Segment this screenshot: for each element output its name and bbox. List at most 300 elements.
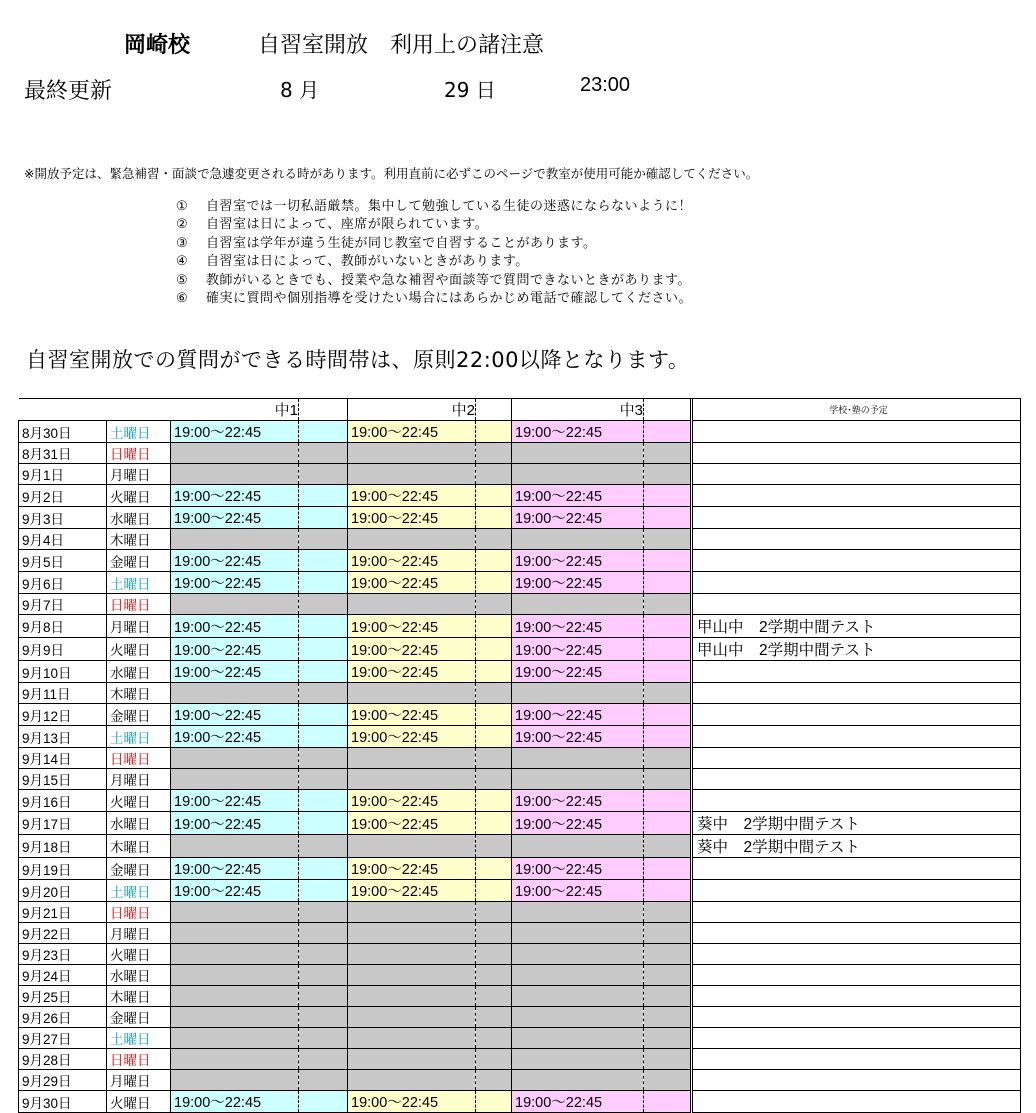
grade-1-extra-cell (299, 683, 348, 704)
table-row (19, 858, 1021, 880)
grade-3-extra-cell (644, 1028, 691, 1049)
weekday-cell: 火曜日 (107, 485, 171, 507)
grade-1-time-cell: 19:00〜22:45 (171, 1091, 299, 1113)
grade-2-extra-cell (476, 790, 512, 812)
grade-3-time-cell: 19:00〜22:45 (512, 507, 644, 529)
grade-3-extra-cell (644, 683, 691, 704)
grade-1-extra-cell (299, 902, 348, 923)
schedule-note-cell (693, 923, 1021, 944)
grade-1-extra-cell (299, 812, 348, 835)
table-row (19, 1007, 1021, 1028)
weekday-cell: 土曜日 (107, 880, 171, 902)
date-cell: 9月23日 (19, 944, 107, 965)
grade-2-time-cell (348, 923, 476, 944)
date-cell: 9月16日 (19, 790, 107, 812)
table-row (19, 965, 1021, 986)
grade-2-time-cell (348, 464, 476, 485)
schedule-note-cell (693, 944, 1021, 965)
grade-2-extra-cell (476, 572, 512, 594)
grade-2-time-cell: 19:00〜22:45 (348, 1091, 476, 1113)
grade-3-extra-cell (644, 1049, 691, 1070)
grade-1-time-cell: 19:00〜22:45 (171, 726, 299, 748)
grade-3-time-cell (512, 986, 644, 1007)
grade-3-extra-cell (644, 858, 691, 880)
grade-2-time-cell (348, 1070, 476, 1091)
date-cell: 9月20日 (19, 880, 107, 902)
grade-3-time-cell (512, 464, 644, 485)
grade-2-time-cell: 19:00〜22:45 (348, 485, 476, 507)
grade-2-time-cell: 19:00〜22:45 (348, 661, 476, 683)
grade-1-time-cell (171, 1007, 299, 1028)
grade-1-time-cell: 19:00〜22:45 (171, 615, 299, 638)
table-row (19, 902, 1021, 923)
grade-3-time-cell: 19:00〜22:45 (512, 812, 644, 835)
grade-3-extra-cell (644, 661, 691, 683)
date-cell: 9月25日 (19, 986, 107, 1007)
grade-2-extra-cell (476, 507, 512, 529)
grade-3-time-cell (512, 902, 644, 923)
date-cell: 9月17日 (19, 812, 107, 835)
grade-2-extra-cell (476, 835, 512, 858)
grade-1-time-cell: 19:00〜22:45 (171, 572, 299, 594)
grade-1-extra-cell (299, 638, 348, 661)
weekday-cell: 日曜日 (107, 594, 171, 615)
grade-3-extra-cell (644, 443, 691, 464)
weekday-cell: 水曜日 (107, 507, 171, 529)
grade-2-time-cell (348, 902, 476, 923)
date-cell: 9月14日 (19, 748, 107, 769)
schedule-note-cell (693, 726, 1021, 748)
grade-3-time-cell (512, 683, 644, 704)
grade-2-extra-cell (476, 726, 512, 748)
grade-3-time-cell: 19:00〜22:45 (512, 1091, 644, 1113)
schedule-note-cell (693, 880, 1021, 902)
date-cell: 9月26日 (19, 1007, 107, 1028)
date-cell: 9月2日 (19, 485, 107, 507)
weekday-cell: 金曜日 (107, 704, 171, 726)
grade-3-time-cell (512, 748, 644, 769)
grade-3-extra-cell (644, 704, 691, 726)
grade-1-extra-cell (299, 944, 348, 965)
grade-1-extra-cell (299, 858, 348, 880)
schedule-note-cell (693, 1091, 1021, 1113)
table-row (19, 594, 1021, 615)
grade-2-time-cell: 19:00〜22:45 (348, 615, 476, 638)
grade-1-time-cell (171, 1049, 299, 1070)
grade-2-time-cell: 19:00〜22:45 (348, 550, 476, 572)
schedule-note-cell (693, 507, 1021, 529)
schedule-note-cell (693, 902, 1021, 923)
grade-3-time-cell: 19:00〜22:45 (512, 638, 644, 661)
grade-2-time-cell: 19:00〜22:45 (348, 858, 476, 880)
grade-2-time-cell (348, 965, 476, 986)
last-updated-day: 29 日 (444, 78, 496, 102)
grade-1-extra-cell (299, 835, 348, 858)
grade-3-extra-cell (644, 748, 691, 769)
weekday-cell: 木曜日 (107, 986, 171, 1007)
grade-2-extra-cell (476, 986, 512, 1007)
date-cell: 9月5日 (19, 550, 107, 572)
schedule-note-cell (693, 858, 1021, 880)
table-row (19, 638, 1021, 661)
schedule-note-cell (693, 464, 1021, 485)
grade-1-extra-cell (299, 1007, 348, 1028)
grade-1-extra-cell (299, 485, 348, 507)
grade-3-extra-cell (644, 790, 691, 812)
table-row (19, 550, 1021, 572)
grade-2-extra-cell (476, 638, 512, 661)
weekday-cell: 火曜日 (107, 638, 171, 661)
date-cell: 9月28日 (19, 1049, 107, 1070)
grade-2-time-cell: 19:00〜22:45 (348, 726, 476, 748)
grade-2-time-cell (348, 986, 476, 1007)
schedule-note-cell (693, 1028, 1021, 1049)
table-header-row (19, 399, 1021, 421)
rule-item: ⑥ 確実に質問や個別指導を受けたい場合にはあらかじめ電話で確認してください。 (176, 291, 693, 307)
date-cell: 9月30日 (19, 1091, 107, 1113)
grade-2-time-cell (348, 683, 476, 704)
schedule-note-cell (693, 594, 1021, 615)
header-spacer (299, 399, 348, 421)
page-title: 自習室開放 利用上の諸注意 (258, 33, 545, 58)
date-cell: 9月21日 (19, 902, 107, 923)
grade-3-extra-cell (644, 615, 691, 638)
weekday-cell: 日曜日 (107, 748, 171, 769)
grade-2-extra-cell (476, 944, 512, 965)
grade-2-extra-cell (476, 902, 512, 923)
grade-2-extra-cell (476, 769, 512, 790)
grade-1-time-cell: 19:00〜22:45 (171, 858, 299, 880)
grade-3-time-cell (512, 965, 644, 986)
grade-1-time-cell (171, 529, 299, 550)
date-cell: 8月31日 (19, 443, 107, 464)
grade-3-extra-cell (644, 944, 691, 965)
grade-1-time-cell (171, 464, 299, 485)
grade-3-extra-cell (644, 880, 691, 902)
grade-2-time-cell (348, 1049, 476, 1070)
grade-1-extra-cell (299, 507, 348, 529)
grade-2-extra-cell (476, 421, 512, 443)
grade-2-extra-cell (476, 550, 512, 572)
schedule-note-cell (693, 769, 1021, 790)
grade-1-time-cell: 19:00〜22:45 (171, 550, 299, 572)
grade-3-extra-cell (644, 1007, 691, 1028)
grade-2-extra-cell (476, 704, 512, 726)
table-row (19, 661, 1021, 683)
grade-2-extra-cell (476, 858, 512, 880)
weekday-cell: 月曜日 (107, 1070, 171, 1091)
grade-3-extra-cell (644, 464, 691, 485)
grade-1-extra-cell (299, 615, 348, 638)
grade-1-extra-cell (299, 1091, 348, 1113)
grade-1-time-cell (171, 923, 299, 944)
grade-3-time-cell (512, 594, 644, 615)
grade-3-time-cell (512, 1007, 644, 1028)
schedule-note-cell (693, 421, 1021, 443)
grade-3-extra-cell (644, 572, 691, 594)
grade-1-extra-cell (299, 550, 348, 572)
grade-2-extra-cell (476, 661, 512, 683)
grade-2-extra-cell (476, 615, 512, 638)
last-updated-month: 8 月 (280, 78, 320, 102)
date-cell: 9月7日 (19, 594, 107, 615)
weekday-cell: 水曜日 (107, 965, 171, 986)
grade-3-extra-cell (644, 421, 691, 443)
grade-3-extra-cell (644, 1091, 691, 1113)
rule-item: ① 自習室では一切私語厳禁。集中して勉強している生徒の迷惑にならないように！ (176, 199, 693, 214)
header-grade-3: 中3 (512, 399, 644, 421)
grade-1-time-cell (171, 683, 299, 704)
date-cell: 9月24日 (19, 965, 107, 986)
weekday-cell: 金曜日 (107, 1007, 171, 1028)
weekday-cell: 月曜日 (107, 615, 171, 638)
schedule-note-cell: 葵中 2学期中間テスト (693, 835, 1021, 858)
grade-1-extra-cell (299, 1028, 348, 1049)
grade-2-extra-cell (476, 880, 512, 902)
table-row (19, 529, 1021, 550)
table-row (19, 572, 1021, 594)
grade-3-extra-cell (644, 507, 691, 529)
grade-1-time-cell: 19:00〜22:45 (171, 790, 299, 812)
table-row (19, 485, 1021, 507)
date-cell: 9月1日 (19, 464, 107, 485)
grade-2-extra-cell (476, 464, 512, 485)
school-name: 岡崎校 (124, 33, 191, 58)
grade-3-extra-cell (644, 726, 691, 748)
rule-item: ③ 自習室は学年が違う生徒が同じ教室で自習することがあります。 (176, 235, 597, 251)
date-cell: 9月3日 (19, 507, 107, 529)
grade-2-time-cell: 19:00〜22:45 (348, 572, 476, 594)
header-blank (107, 399, 171, 421)
table-row (19, 464, 1021, 485)
rule-item: ⑤ 教師がいるときでも、授業や急な補習や面談等で質問できないときがあります。 (176, 272, 691, 288)
grade-2-extra-cell (476, 1007, 512, 1028)
grade-1-extra-cell (299, 726, 348, 748)
grade-2-extra-cell (476, 812, 512, 835)
grade-3-extra-cell (644, 902, 691, 923)
grade-3-extra-cell (644, 638, 691, 661)
grade-3-extra-cell (644, 769, 691, 790)
grade-1-time-cell (171, 1070, 299, 1091)
grade-1-time-cell: 19:00〜22:45 (171, 704, 299, 726)
grade-1-time-cell: 19:00〜22:45 (171, 638, 299, 661)
grade-2-extra-cell (476, 594, 512, 615)
rule-item: ④ 自習室は日によって、教師がいないときがあります。 (176, 254, 529, 270)
grade-3-time-cell: 19:00〜22:45 (512, 858, 644, 880)
grade-2-time-cell: 19:00〜22:45 (348, 790, 476, 812)
weekday-cell: 月曜日 (107, 464, 171, 485)
header-grade-1: 中1 (171, 399, 299, 421)
grade-2-extra-cell (476, 748, 512, 769)
grade-1-extra-cell (299, 790, 348, 812)
schedule-note-cell (693, 1070, 1021, 1091)
grade-1-extra-cell (299, 1049, 348, 1070)
grade-1-time-cell (171, 748, 299, 769)
weekday-cell: 木曜日 (107, 529, 171, 550)
grade-2-time-cell (348, 594, 476, 615)
table-row (19, 704, 1021, 726)
grade-3-time-cell: 19:00〜22:45 (512, 421, 644, 443)
question-time-notice: 自習室開放での質問ができる時間帯は、原則22:00以降となります。 (26, 348, 690, 372)
weekday-cell: 土曜日 (107, 421, 171, 443)
grade-2-extra-cell (476, 923, 512, 944)
grade-2-time-cell (348, 944, 476, 965)
header-grade-2: 中2 (348, 399, 476, 421)
table-row (19, 1049, 1021, 1070)
schedule-note-cell (693, 986, 1021, 1007)
date-cell: 9月12日 (19, 704, 107, 726)
grade-3-time-cell: 19:00〜22:45 (512, 572, 644, 594)
weekday-cell: 火曜日 (107, 944, 171, 965)
weekday-cell: 水曜日 (107, 812, 171, 835)
schedule-note-cell: 甲山中 2学期中間テスト (693, 638, 1021, 661)
schedule-note-cell (693, 485, 1021, 507)
grade-1-extra-cell (299, 769, 348, 790)
grade-2-extra-cell (476, 1091, 512, 1113)
grade-2-extra-cell (476, 1028, 512, 1049)
grade-3-extra-cell (644, 835, 691, 858)
schedule-note-cell: 甲山中 2学期中間テスト (693, 615, 1021, 638)
date-cell: 9月4日 (19, 529, 107, 550)
grade-2-time-cell: 19:00〜22:45 (348, 507, 476, 529)
grade-1-extra-cell (299, 986, 348, 1007)
table-row (19, 923, 1021, 944)
table-row (19, 790, 1021, 812)
weekday-cell: 木曜日 (107, 683, 171, 704)
table-row (19, 986, 1021, 1007)
schedule-note-cell (693, 661, 1021, 683)
grade-3-time-cell (512, 443, 644, 464)
table-row (19, 880, 1021, 902)
grade-3-time-cell (512, 923, 644, 944)
grade-3-time-cell: 19:00〜22:45 (512, 790, 644, 812)
weekday-cell: 火曜日 (107, 790, 171, 812)
grade-2-time-cell (348, 1007, 476, 1028)
grade-1-extra-cell (299, 443, 348, 464)
grade-3-time-cell (512, 835, 644, 858)
table-row (19, 835, 1021, 858)
grade-1-time-cell (171, 986, 299, 1007)
schedule-change-notice: ※開放予定は、緊急補習・面談で急遽変更される時があります。利用直前に必ずこのページで教室が使用可能か確認してください。 (24, 166, 759, 181)
table-row (19, 443, 1021, 464)
table-row (19, 726, 1021, 748)
grade-1-time-cell (171, 594, 299, 615)
grade-3-extra-cell (644, 812, 691, 835)
grade-3-time-cell (512, 944, 644, 965)
grade-1-extra-cell (299, 923, 348, 944)
grade-1-extra-cell (299, 1070, 348, 1091)
grade-1-time-cell (171, 835, 299, 858)
weekday-cell: 土曜日 (107, 572, 171, 594)
grade-1-time-cell: 19:00〜22:45 (171, 880, 299, 902)
grade-2-extra-cell (476, 485, 512, 507)
grade-2-extra-cell (476, 529, 512, 550)
table-row (19, 1070, 1021, 1091)
weekday-cell: 日曜日 (107, 1049, 171, 1070)
schedule-table (18, 398, 1021, 1113)
grade-1-extra-cell (299, 661, 348, 683)
weekday-cell: 金曜日 (107, 858, 171, 880)
grade-2-time-cell (348, 443, 476, 464)
date-cell: 9月9日 (19, 638, 107, 661)
schedule-note-cell (693, 529, 1021, 550)
date-cell: 9月13日 (19, 726, 107, 748)
date-cell: 9月18日 (19, 835, 107, 858)
schedule-note-cell (693, 790, 1021, 812)
grade-1-extra-cell (299, 704, 348, 726)
grade-1-time-cell (171, 769, 299, 790)
grade-1-extra-cell (299, 464, 348, 485)
grade-3-extra-cell (644, 965, 691, 986)
grade-2-time-cell (348, 769, 476, 790)
grade-3-extra-cell (644, 529, 691, 550)
grade-1-extra-cell (299, 748, 348, 769)
grade-3-extra-cell (644, 923, 691, 944)
grade-2-time-cell (348, 835, 476, 858)
schedule-note-cell (693, 683, 1021, 704)
grade-2-extra-cell (476, 683, 512, 704)
grade-2-extra-cell (476, 443, 512, 464)
schedule-note-cell: 葵中 2学期中間テスト (693, 812, 1021, 835)
grade-2-extra-cell (476, 965, 512, 986)
grade-3-time-cell (512, 1028, 644, 1049)
grade-2-time-cell: 19:00〜22:45 (348, 880, 476, 902)
weekday-cell: 土曜日 (107, 726, 171, 748)
grade-1-time-cell: 19:00〜22:45 (171, 661, 299, 683)
weekday-cell: 日曜日 (107, 443, 171, 464)
grade-3-time-cell (512, 769, 644, 790)
grade-1-extra-cell (299, 529, 348, 550)
grade-3-time-cell: 19:00〜22:45 (512, 615, 644, 638)
header-blank (19, 399, 107, 421)
grade-3-time-cell: 19:00〜22:45 (512, 661, 644, 683)
table-row (19, 421, 1021, 443)
grade-3-time-cell (512, 1049, 644, 1070)
date-cell: 9月15日 (19, 769, 107, 790)
rule-item: ② 自習室は日によって、座席が限られています。 (176, 217, 489, 233)
header-spacer (476, 399, 512, 421)
schedule-note-cell (693, 748, 1021, 769)
schedule-note-cell (693, 572, 1021, 594)
grade-2-time-cell (348, 529, 476, 550)
grade-3-extra-cell (644, 1070, 691, 1091)
schedule-note-cell (693, 443, 1021, 464)
grade-3-extra-cell (644, 594, 691, 615)
schedule-note-cell (693, 550, 1021, 572)
last-updated-label: 最終更新 (24, 79, 113, 104)
schedule-note-cell (693, 1049, 1021, 1070)
weekday-cell: 月曜日 (107, 923, 171, 944)
date-cell: 9月8日 (19, 615, 107, 638)
date-cell: 9月27日 (19, 1028, 107, 1049)
table-row (19, 1028, 1021, 1049)
grade-3-extra-cell (644, 986, 691, 1007)
grade-1-time-cell: 19:00〜22:45 (171, 485, 299, 507)
grade-1-extra-cell (299, 421, 348, 443)
grade-1-time-cell: 19:00〜22:45 (171, 507, 299, 529)
grade-1-extra-cell (299, 880, 348, 902)
date-cell: 9月11日 (19, 683, 107, 704)
grade-3-extra-cell (644, 485, 691, 507)
rules-list (176, 198, 692, 308)
date-cell: 9月22日 (19, 923, 107, 944)
weekday-cell: 水曜日 (107, 661, 171, 683)
schedule-note-cell (693, 1007, 1021, 1028)
grade-2-time-cell: 19:00〜22:45 (348, 421, 476, 443)
grade-3-time-cell: 19:00〜22:45 (512, 485, 644, 507)
grade-1-time-cell: 19:00〜22:45 (171, 812, 299, 835)
weekday-cell: 土曜日 (107, 1028, 171, 1049)
